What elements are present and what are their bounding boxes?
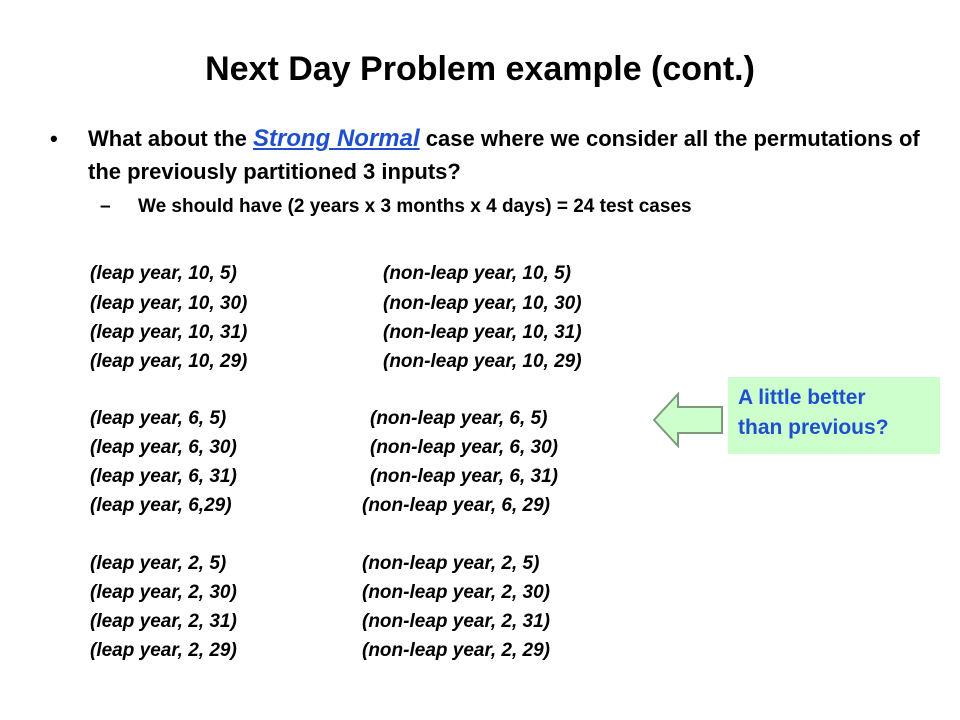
left-arrow-icon	[652, 392, 724, 448]
test-case-leap-10-31: (leap year, 10, 31)	[90, 322, 248, 343]
main-bullet-text	[88, 122, 928, 188]
callout-box	[728, 377, 940, 454]
test-case-leap-6-29: (leap year, 6,29)	[90, 495, 232, 516]
test-case-nonleap-10-5: (non-leap year, 10, 5)	[383, 263, 571, 284]
test-case-nonleap-6-31: (non-leap year, 6, 31)	[370, 466, 558, 487]
bullet-prefix: What about the	[88, 126, 253, 151]
test-case-leap-10-29: (leap year, 10, 29)	[90, 351, 248, 372]
test-case-nonleap-2-31: (non-leap year, 2, 31)	[362, 611, 550, 632]
test-case-leap-6-31: (leap year, 6, 31)	[90, 466, 237, 487]
test-case-leap-2-30: (leap year, 2, 30)	[90, 582, 237, 603]
sub-bullet-marker: –	[100, 196, 111, 217]
test-case-nonleap-2-29: (non-leap year, 2, 29)	[362, 640, 550, 661]
test-case-nonleap-2-5: (non-leap year, 2, 5)	[362, 553, 540, 574]
test-case-nonleap-10-29: (non-leap year, 10, 29)	[383, 351, 582, 372]
bullet-suffix: case where we consider all the permutations of the previously partitioned 3 inputs?	[88, 126, 920, 184]
slide-title: Next Day Problem example (cont.)	[205, 50, 755, 88]
test-case-leap-6-30: (leap year, 6, 30)	[90, 437, 237, 458]
strong-normal-term: Strong Normal	[252, 125, 420, 152]
test-case-nonleap-6-30: (non-leap year, 6, 30)	[370, 437, 558, 458]
test-case-nonleap-2-30: (non-leap year, 2, 30)	[362, 582, 550, 603]
test-case-leap-6-5: (leap year, 6, 5)	[90, 408, 227, 429]
test-case-leap-2-31: (leap year, 2, 31)	[90, 611, 237, 632]
test-case-nonleap-10-30: (non-leap year, 10, 30)	[383, 293, 582, 314]
test-case-nonleap-6-29: (non-leap year, 6, 29)	[362, 495, 550, 516]
test-case-leap-2-29: (leap year, 2, 29)	[90, 640, 237, 661]
callout-line-2: than previous?	[738, 416, 889, 439]
test-case-leap-10-30: (leap year, 10, 30)	[90, 293, 248, 314]
test-case-leap-10-5: (leap year, 10, 5)	[90, 263, 237, 284]
test-case-nonleap-10-31: (non-leap year, 10, 31)	[383, 322, 582, 343]
bullet-marker: •	[50, 126, 58, 151]
test-case-nonleap-6-5: (non-leap year, 6, 5)	[370, 408, 548, 429]
sub-bullet-text: We should have (2 years x 3 months x 4 days) = 24 test cases	[138, 196, 692, 217]
callout-line-1: A little better	[738, 386, 866, 409]
test-case-leap-2-5: (leap year, 2, 5)	[90, 553, 227, 574]
